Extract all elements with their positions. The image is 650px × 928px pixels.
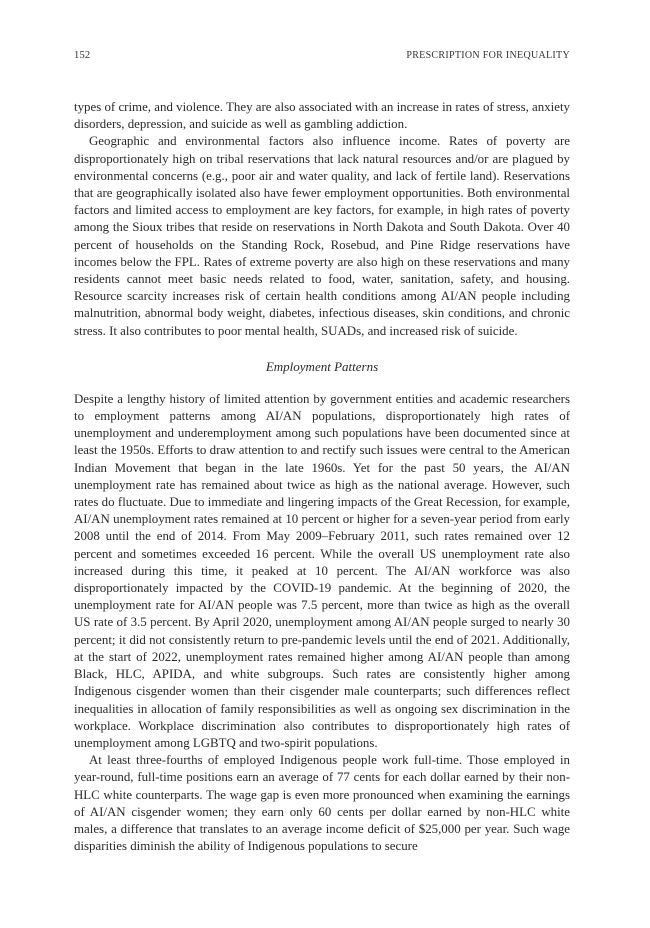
paragraph-geographic-factors: Geographic and environmental factors also influence income. Rates of poverty are disproportionately high on tribal reservations that lack natural resources and/or are plagued by environmental concerns (e.g., poor air and water quality, and lack of fertile land). Reservations that are geographically isolated also have fewer employment opportunities. Both environmental factors and limited access to employment are key factors, for example, in high rates of poverty among the Sioux tribes that reside on reservations in North Dakota and South Dakota. Over 40 percent of households on the Standing Rock, Rosebud, and Pine Ridge reservations have incomes below the FPL. Rates of extreme poverty are also high on these reservations and many residents cannot meet basic needs related to food, water, sanitation, safety, and housing. Resource scarcity increases risk of certain health conditions among AI/AN people including malnutrition, abnormal body weight, diabetes, infectious diseases, skin conditions, and chronic stress. It also contributes to poor mental health, SUADs, and increased risk of suicide.	[74, 134, 570, 338]
page-number: 152	[74, 50, 91, 61]
paragraph-continued: types of crime, and violence. They are also associated with an increase in rates of stress, anxiety disorders, depression, and suicide as well as gambling addiction.	[74, 100, 570, 132]
section-heading: Employment Patterns	[265, 358, 379, 374]
body-text	[74, 99, 570, 855]
paragraph-wage-gap: At least three-fourths of employed Indigenous people work full-time. Those employed in year-round, full-time positions earn an average of 77 cents for each dollar earned by their non-HLC white counterparts. The wage gap is even more pronounced when examining the earnings of AI/AN cisgender women; they earn only 60 cents per dollar earned by non-HLC white males, a difference that translates to an average income deficit of $25,000 per year. Such wage disparities diminish the ability of Indigenous populations to secure	[74, 753, 570, 854]
book-page	[74, 50, 570, 855]
paragraph-employment-history: Despite a lengthy history of limited attention by government entities and academic researchers to employment patterns among AI/AN populations, disproportionately high rates of unemployment and underemployment among such populations have been documented since at least the 1950s. Efforts to draw attention to and rectify such issues were central to the American Indian Movement that began in the late 1960s. Yet for the past 50 years, the AI/AN unemployment rate has remained about twice as high as the national average. However, such rates do fluctuate. Due to immediate and lingering impacts of the Great Recession, for example, AI/AN unemployment rates remained at 10 percent or higher for a seven-year period from early 2008 until the end of 2014. From May 2009–February 2011, such rates remained over 12 percent and sometimes exceeded 16 percent. While the overall US unemployment rate also increased during this time, it peaked at 10 percent. The AI/AN workforce was also disproportionately impacted by the COVID-19 pandemic. At the beginning of 2020, the unemployment rate for AI/AN people was 7.5 percent, more than twice as high as the overall US rate of 3.5 percent. By April 2020, unemployment among AI/AN people surged to nearly 30 percent; it did not consistently return to pre-pandemic levels until the end of 2021. Additionally, at the start of 2022, unemployment rates remained higher among AI/AN people than among Black, HLC, APIDA, and white subgroups. Such rates are consistently higher among Indigenous cisgender women than their cisgender male counterparts; such differences reflect inequalities in allocation of family responsibilities as well as ongoing sex discrimination in the workplace. Workplace discrimination also contributes to disproportionately high rates of unemployment among LGBTQ and two-spirit populations.	[74, 391, 570, 750]
running-head	[74, 50, 570, 66]
running-title: PRESCRIPTION FOR INEQUALITY	[406, 50, 570, 61]
